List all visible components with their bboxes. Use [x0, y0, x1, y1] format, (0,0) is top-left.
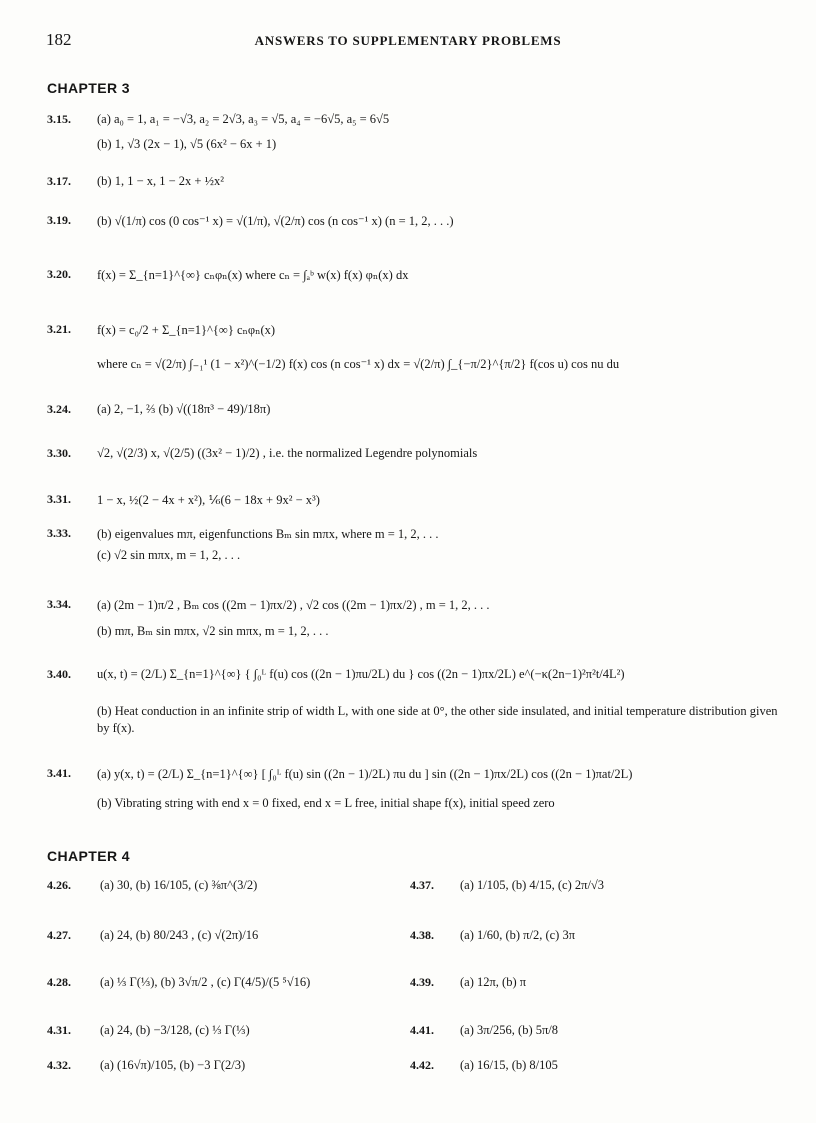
running-title: ANSWERS TO SUPPLEMENTARY PROBLEMS [254, 33, 562, 48]
answer-line: (b) 1, 1 − x, 1 − 2x + ½x² [97, 174, 224, 188]
answer-number: 4.28. [47, 975, 71, 989]
answer-line: (a) 24, (b) 80/243 , (c) √(2π)/16 [100, 928, 259, 942]
answer-line: 1 − x, ½(2 − 4x + x²), ⅙(6 − 18x + 9x² − x³) [97, 493, 320, 507]
answer-number: 3.15. [47, 112, 71, 126]
answer-number: 4.41. [410, 1023, 434, 1037]
answer-line: (b) eigenvalues mπ, eigenfunctions Bₘ sin mπx, where m = 1, 2, . . . [97, 527, 439, 541]
answer-line: (a) 24, (b) −3/128, (c) ⅓ Γ(⅓) [100, 1023, 250, 1037]
answer-number: 3.20. [47, 267, 71, 281]
answer-number: 3.41. [47, 766, 71, 780]
answer-number: 4.38. [410, 928, 434, 942]
answer-line: (a) y(x, t) = (2/L) Σ_{n=1}^{∞} [ ∫₀ᴸ f(u) sin ((2n − 1)/2L) πu du ] sin ((2n − 1)πx/2L) cos ((2n − 1)πat/2L) [97, 767, 633, 781]
answer-line: where cₙ = √(2/π) ∫₋₁¹ (1 − x²)^(−1/2) f(x) cos (n cos⁻¹ x) dx = √(2/π) ∫_{−π/2}^{π/2} f(cos u) cos nu du [97, 357, 620, 371]
answer-line: (a) ⅓ Γ(⅓), (b) 3√π/2 , (c) Γ(4/5)/(5 ⁵√16) [100, 975, 311, 989]
answer-number: 3.40. [47, 667, 71, 681]
answer-number: 3.33. [47, 526, 71, 540]
answer-number: 4.39. [410, 975, 434, 989]
chapter-3-heading: CHAPTER 3 [47, 80, 130, 96]
answer-line: (a) (16√π)/105, (b) −3 Γ(2/3) [100, 1058, 246, 1072]
answer-line: (b) mπ, Bₘ sin mπx, √2 sin mπx, m = 1, 2, . . . [97, 624, 329, 638]
answer-number: 3.30. [47, 446, 71, 460]
answer-line: u(x, t) = (2/L) Σ_{n=1}^{∞} { ∫₀ᴸ f(u) cos ((2n − 1)πu/2L) du } cos ((2n − 1)πx/2L) e^(−κ(2n−1)²π²t/4L²) [97, 667, 625, 681]
answer-number: 4.42. [410, 1058, 434, 1072]
answer-line: (b) √(1/π) cos (0 cos⁻¹ x) = √(1/π), √(2/π) cos (n cos⁻¹ x) (n = 1, 2, . . .) [97, 214, 454, 228]
answer-line: (a) 12π, (b) π [460, 975, 527, 989]
chapter-4-heading: CHAPTER 4 [47, 848, 130, 864]
answer-number: 3.21. [47, 322, 71, 336]
answer-number: 3.24. [47, 402, 71, 416]
answer-number: 4.37. [410, 878, 434, 892]
answer-line: (a) 30, (b) 16/105, (c) ⅜π^(3/2) [100, 878, 258, 892]
answer-line: √2, √(2/3) x, √(2/5) ((3x² − 1)/2) , i.e. the normalized Legendre polynomials [97, 446, 478, 460]
answer-number: 4.32. [47, 1058, 71, 1072]
answer-line: (b) Vibrating string with end x = 0 fixed, end x = L free, initial shape f(x), initial speed zero [97, 796, 555, 810]
answer-line: (a) a₀ = 1, a₁ = −√3, a₂ = 2√3, a₃ = √5, a₄ = −6√5, a₅ = 6√5 [97, 112, 390, 126]
answer-number: 4.26. [47, 878, 71, 892]
answer-line: (b) 1, √3 (2x − 1), √5 (6x² − 6x + 1) [97, 137, 277, 151]
answer-number: 3.17. [47, 174, 71, 188]
answer-line: (a) 1/60, (b) π/2, (c) 3π [460, 928, 576, 942]
answer-number: 3.19. [47, 213, 71, 227]
answer-line: (a) 16/15, (b) 8/105 [460, 1058, 558, 1072]
answer-line: (c) √2 sin mπx, m = 1, 2, . . . [97, 548, 241, 562]
page-number: 182 [46, 30, 72, 49]
answer-number: 3.31. [47, 492, 71, 506]
answer-number: 3.34. [47, 597, 71, 611]
answer-line: f(x) = c₀/2 + Σ_{n=1}^{∞} cₙφₙ(x) [97, 323, 276, 337]
answer-line: (a) 1/105, (b) 4/15, (c) 2π/√3 [460, 878, 605, 892]
answer-line: (a) 2, −1, ⅔ (b) √((18π³ − 49)/18π) [97, 402, 271, 416]
answer-number: 4.27. [47, 928, 71, 942]
answer-line: (a) (2m − 1)π/2 , Bₘ cos ((2m − 1)πx/2) , √2 cos ((2m − 1)πx/2) , m = 1, 2, . . . [97, 598, 490, 612]
answer-line: f(x) = Σ_{n=1}^{∞} cₙφₙ(x) where cₙ = ∫ₐᵇ w(x) f(x) φₙ(x) dx [97, 268, 409, 282]
answer-number: 4.31. [47, 1023, 71, 1037]
answer-line: (a) 3π/256, (b) 5π/8 [460, 1023, 559, 1037]
answer-line: (b) Heat conduction in an infinite strip of width L, with one side at 0°, the other side insulated, and initial temperature distribution given by f(x). [97, 704, 778, 735]
